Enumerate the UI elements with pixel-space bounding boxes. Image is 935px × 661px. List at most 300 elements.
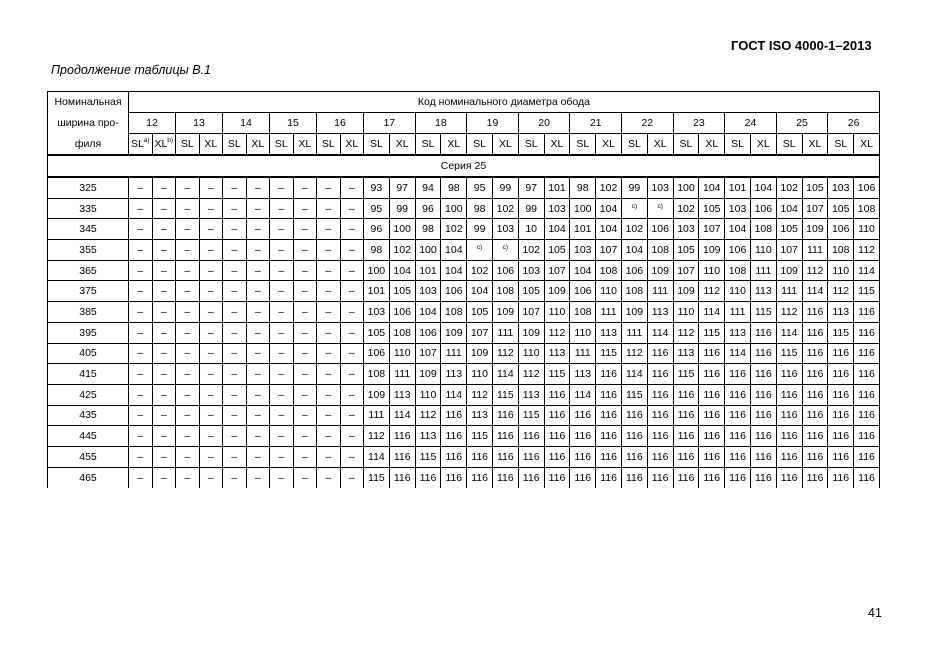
header-sub-17-xl: XL bbox=[389, 134, 415, 156]
header-sub-20-sl: SL bbox=[518, 134, 544, 156]
footnote-marker: c) bbox=[657, 202, 663, 210]
table-cell: 114 bbox=[776, 322, 802, 343]
table-cell: 112 bbox=[544, 322, 570, 343]
table-cell: 116 bbox=[828, 343, 854, 364]
table-cell: 115 bbox=[854, 281, 880, 302]
table-cell: 116 bbox=[776, 364, 802, 385]
table-cell: – bbox=[246, 198, 270, 219]
row-width-value: 465 bbox=[48, 467, 129, 488]
table-cell: – bbox=[246, 446, 270, 467]
table-cell: 116 bbox=[647, 364, 673, 385]
table-cell: 105 bbox=[828, 198, 854, 219]
table-cell: 116 bbox=[802, 322, 828, 343]
row-width-value: 455 bbox=[48, 446, 129, 467]
row-width-value: 345 bbox=[48, 219, 129, 240]
table-cell: 103 bbox=[725, 198, 751, 219]
table-cell: – bbox=[246, 405, 270, 426]
table-cell: 116 bbox=[544, 405, 570, 426]
table-cell: 116 bbox=[854, 322, 880, 343]
table-cell: 116 bbox=[492, 467, 518, 488]
table-cell: 102 bbox=[389, 240, 415, 261]
table-cell: – bbox=[317, 219, 341, 240]
table-cell: – bbox=[293, 426, 317, 447]
table-cell: 116 bbox=[492, 426, 518, 447]
table-cell: 107 bbox=[776, 240, 802, 261]
table-cell: 97 bbox=[518, 177, 544, 198]
table-cell: 99 bbox=[389, 198, 415, 219]
table-cell: 115 bbox=[518, 405, 544, 426]
table-cell: – bbox=[317, 426, 341, 447]
table-cell: – bbox=[270, 260, 294, 281]
table-row bbox=[48, 198, 880, 219]
table-cell: – bbox=[340, 302, 364, 323]
table-cell: – bbox=[223, 343, 247, 364]
table-cell: 109 bbox=[802, 219, 828, 240]
table-cell: 106 bbox=[389, 302, 415, 323]
table-cell: – bbox=[223, 364, 247, 385]
footnote-marker: c) bbox=[476, 243, 483, 251]
table-cell: – bbox=[129, 405, 153, 426]
table-cell: 116 bbox=[647, 384, 673, 405]
table-cell: 116 bbox=[596, 405, 622, 426]
table-cell: – bbox=[340, 281, 364, 302]
table-cell: – bbox=[246, 177, 270, 198]
table-cell: 105 bbox=[699, 198, 725, 219]
table-cell: 116 bbox=[802, 467, 828, 488]
table-cell: – bbox=[246, 364, 270, 385]
table-cell: 105 bbox=[364, 322, 390, 343]
table-cell: 101 bbox=[415, 260, 441, 281]
table-cell: 100 bbox=[364, 260, 390, 281]
table-cell: 113 bbox=[750, 281, 776, 302]
table-cell: 101 bbox=[725, 177, 751, 198]
header-nominal-width: Номинальная bbox=[48, 92, 129, 113]
table-cell: – bbox=[199, 343, 223, 364]
table-cell: 112 bbox=[364, 426, 390, 447]
table-cell: 116 bbox=[389, 426, 415, 447]
table-cell: 115 bbox=[492, 384, 518, 405]
table-cell: – bbox=[270, 343, 294, 364]
table-cell: 99 bbox=[621, 177, 647, 198]
table-cell: 106 bbox=[750, 198, 776, 219]
row-width-value: 325 bbox=[48, 177, 129, 198]
table-cell: 105 bbox=[389, 281, 415, 302]
header-code-16: 16 bbox=[317, 113, 364, 134]
table-cell: 113 bbox=[725, 322, 751, 343]
table-cell: 114 bbox=[441, 384, 467, 405]
table-cell: – bbox=[223, 177, 247, 198]
document-code: ГОСТ ISO 4000-1–2013 bbox=[731, 38, 872, 53]
table-cell: – bbox=[340, 446, 364, 467]
table-cell: – bbox=[246, 219, 270, 240]
table-cell: – bbox=[270, 219, 294, 240]
table-cell: 116 bbox=[725, 446, 751, 467]
table-cell: 93 bbox=[364, 177, 390, 198]
table-cell: 103 bbox=[828, 177, 854, 198]
table-cell: 116 bbox=[570, 446, 596, 467]
table-cell: 109 bbox=[647, 260, 673, 281]
table-cell: 111 bbox=[441, 343, 467, 364]
header-sub-14-sl: SL bbox=[223, 134, 247, 156]
header-sub-24-sl: SL bbox=[725, 134, 751, 156]
table-cell: – bbox=[340, 240, 364, 261]
table-cell: – bbox=[152, 405, 176, 426]
table-cell: 114 bbox=[492, 364, 518, 385]
table-cell: 116 bbox=[776, 384, 802, 405]
table-cell: – bbox=[176, 322, 200, 343]
header-sub-16-xl: XL bbox=[340, 134, 364, 156]
table-cell: – bbox=[317, 364, 341, 385]
table-cell: – bbox=[176, 177, 200, 198]
table-cell: – bbox=[152, 322, 176, 343]
table-cell: 116 bbox=[802, 343, 828, 364]
table-cell: – bbox=[223, 446, 247, 467]
header-sub-15-sl: SL bbox=[270, 134, 294, 156]
table-cell: 116 bbox=[441, 446, 467, 467]
row-width-value: 425 bbox=[48, 384, 129, 405]
table-cell: – bbox=[199, 322, 223, 343]
table-cell: 116 bbox=[776, 405, 802, 426]
table-cell: 105 bbox=[467, 302, 493, 323]
table-cell: 108 bbox=[441, 302, 467, 323]
table-cell: 96 bbox=[364, 219, 390, 240]
table-cell: 110 bbox=[673, 302, 699, 323]
table-cell: – bbox=[293, 219, 317, 240]
table-cell: 116 bbox=[828, 405, 854, 426]
table-cell: 116 bbox=[750, 405, 776, 426]
table-cell: – bbox=[152, 364, 176, 385]
table-cell bbox=[467, 240, 493, 261]
table-cell: 106 bbox=[621, 260, 647, 281]
table-cell: 116 bbox=[854, 405, 880, 426]
table-cell: 101 bbox=[544, 177, 570, 198]
table-cell: 102 bbox=[467, 260, 493, 281]
table-cell: 110 bbox=[854, 219, 880, 240]
table-cell: 113 bbox=[673, 343, 699, 364]
table-cell: 101 bbox=[570, 219, 596, 240]
table-cell: 105 bbox=[776, 219, 802, 240]
table-cell: – bbox=[199, 240, 223, 261]
header-sub-26-xl: XL bbox=[854, 134, 880, 156]
table-cell: 116 bbox=[750, 467, 776, 488]
table-cell: 114 bbox=[364, 446, 390, 467]
table-cell: 100 bbox=[570, 198, 596, 219]
table-cell: 102 bbox=[673, 198, 699, 219]
page-number: 41 bbox=[868, 606, 882, 620]
table-cell: 116 bbox=[389, 446, 415, 467]
header-code-21: 21 bbox=[570, 113, 622, 134]
table-cell: 116 bbox=[596, 446, 622, 467]
table-cell: 104 bbox=[699, 177, 725, 198]
table-cell: 103 bbox=[673, 219, 699, 240]
table-cell: 116 bbox=[854, 343, 880, 364]
table-cell: 116 bbox=[596, 467, 622, 488]
table-cell: 109 bbox=[415, 364, 441, 385]
table-cell: – bbox=[293, 198, 317, 219]
table-cell: 116 bbox=[544, 384, 570, 405]
table-cell: – bbox=[199, 364, 223, 385]
table-row bbox=[48, 240, 880, 261]
table-cell: 110 bbox=[544, 302, 570, 323]
table-cell bbox=[621, 198, 647, 219]
table-cell: 116 bbox=[492, 405, 518, 426]
table-cell: 116 bbox=[467, 446, 493, 467]
table-cell: 116 bbox=[673, 405, 699, 426]
row-width-value: 415 bbox=[48, 364, 129, 385]
table-cell: – bbox=[152, 446, 176, 467]
table-cell: – bbox=[340, 405, 364, 426]
header-row-2 bbox=[48, 113, 880, 134]
table-cell: 116 bbox=[673, 446, 699, 467]
table-cell: – bbox=[340, 177, 364, 198]
table-cell: 116 bbox=[467, 467, 493, 488]
table-cell: – bbox=[176, 384, 200, 405]
table-cell: 96 bbox=[415, 198, 441, 219]
table-cell: 111 bbox=[802, 240, 828, 261]
table-cell: 104 bbox=[467, 281, 493, 302]
table-cell: – bbox=[270, 426, 294, 447]
table-cell: 114 bbox=[699, 302, 725, 323]
table-cell: 116 bbox=[621, 426, 647, 447]
table-cell: – bbox=[270, 322, 294, 343]
table-cell: – bbox=[317, 177, 341, 198]
table-cell: 115 bbox=[673, 364, 699, 385]
series-label: Серия 25 bbox=[48, 155, 880, 177]
table-cell: 116 bbox=[776, 426, 802, 447]
table-cell: 109 bbox=[621, 302, 647, 323]
table-cell: – bbox=[176, 343, 200, 364]
table-cell: 116 bbox=[647, 467, 673, 488]
header-sub-21-xl: XL bbox=[596, 134, 622, 156]
table-cell: – bbox=[317, 198, 341, 219]
table-cell: 106 bbox=[725, 240, 751, 261]
table-cell: 116 bbox=[673, 426, 699, 447]
table-cell: 116 bbox=[621, 405, 647, 426]
table-cell: 104 bbox=[596, 198, 622, 219]
table-cell: – bbox=[176, 446, 200, 467]
table-cell: 116 bbox=[518, 426, 544, 447]
table-cell: – bbox=[293, 446, 317, 467]
table-row bbox=[48, 322, 880, 343]
table-cell: – bbox=[199, 281, 223, 302]
table-cell: – bbox=[293, 405, 317, 426]
table-cell: 10 bbox=[518, 219, 544, 240]
header-sub-12-sl bbox=[129, 134, 153, 156]
table-cell: 115 bbox=[364, 467, 390, 488]
table-cell: 115 bbox=[750, 302, 776, 323]
table-cell: – bbox=[152, 198, 176, 219]
table-cell: – bbox=[293, 281, 317, 302]
table-cell: 116 bbox=[854, 467, 880, 488]
table-cell: – bbox=[129, 446, 153, 467]
table-cell: – bbox=[340, 343, 364, 364]
footnote-marker: c) bbox=[631, 202, 638, 210]
table-cell: 98 bbox=[364, 240, 390, 261]
table-cell bbox=[492, 240, 518, 261]
table-cell: 109 bbox=[441, 322, 467, 343]
table-cell: 116 bbox=[699, 405, 725, 426]
table-cell: – bbox=[270, 405, 294, 426]
table-cell: 112 bbox=[415, 405, 441, 426]
row-width-value: 355 bbox=[48, 240, 129, 261]
table-cell: 113 bbox=[415, 426, 441, 447]
table-cell: 111 bbox=[750, 260, 776, 281]
table-cell: – bbox=[270, 240, 294, 261]
table-cell: 108 bbox=[750, 219, 776, 240]
table-cell: 116 bbox=[699, 467, 725, 488]
table-cell: 100 bbox=[415, 240, 441, 261]
table-cell: 105 bbox=[802, 177, 828, 198]
table-cell: 116 bbox=[492, 446, 518, 467]
header-code-23: 23 bbox=[673, 113, 725, 134]
table-cell: – bbox=[223, 467, 247, 488]
table-cell: 99 bbox=[518, 198, 544, 219]
table-cell: 111 bbox=[364, 405, 390, 426]
table-cell: – bbox=[293, 302, 317, 323]
table-cell: – bbox=[340, 322, 364, 343]
table-cell: 116 bbox=[750, 364, 776, 385]
table-cell: 116 bbox=[828, 426, 854, 447]
table-cell: 97 bbox=[389, 177, 415, 198]
table-cell: – bbox=[246, 384, 270, 405]
table-cell: – bbox=[129, 281, 153, 302]
table-cell: – bbox=[129, 343, 153, 364]
table-cell: 107 bbox=[467, 322, 493, 343]
table-cell: 104 bbox=[415, 302, 441, 323]
table-cell: 104 bbox=[441, 260, 467, 281]
table-cell: – bbox=[223, 426, 247, 447]
table-cell: – bbox=[223, 384, 247, 405]
table-cell: 116 bbox=[750, 343, 776, 364]
table-cell: 107 bbox=[544, 260, 570, 281]
row-width-value: 375 bbox=[48, 281, 129, 302]
table-cell: – bbox=[129, 177, 153, 198]
table-cell: 112 bbox=[673, 322, 699, 343]
table-cell: 113 bbox=[596, 322, 622, 343]
table-cell: – bbox=[152, 177, 176, 198]
series-row bbox=[48, 155, 880, 177]
table-row bbox=[48, 343, 880, 364]
table-row bbox=[48, 405, 880, 426]
table-cell: 116 bbox=[647, 405, 673, 426]
table-cell: – bbox=[317, 467, 341, 488]
table-cell: – bbox=[317, 343, 341, 364]
table-cell: 109 bbox=[492, 302, 518, 323]
header-row-3 bbox=[48, 134, 880, 156]
table-cell: 98 bbox=[415, 219, 441, 240]
header-sub-25-xl: XL bbox=[802, 134, 828, 156]
table-cell: 107 bbox=[518, 302, 544, 323]
sub-label: SL bbox=[130, 138, 144, 150]
sub-label: XL bbox=[154, 138, 168, 150]
table-cell: 116 bbox=[802, 364, 828, 385]
table-cell: 102 bbox=[518, 240, 544, 261]
table-cell: 115 bbox=[776, 343, 802, 364]
table-cell: 94 bbox=[415, 177, 441, 198]
table-cell: 106 bbox=[570, 281, 596, 302]
footnote-marker: a) bbox=[143, 137, 150, 144]
table-row bbox=[48, 426, 880, 447]
table-cell: 116 bbox=[544, 446, 570, 467]
table-cell: – bbox=[152, 302, 176, 323]
table-cell: 104 bbox=[389, 260, 415, 281]
table-cell: 115 bbox=[621, 384, 647, 405]
table-cell: 103 bbox=[415, 281, 441, 302]
table-cell: 116 bbox=[570, 405, 596, 426]
table-cell: – bbox=[199, 219, 223, 240]
header-sub-13-sl: SL bbox=[176, 134, 200, 156]
table-cell: 115 bbox=[699, 322, 725, 343]
table-cell: 116 bbox=[828, 467, 854, 488]
table-cell: 103 bbox=[544, 198, 570, 219]
table-cell: 116 bbox=[776, 467, 802, 488]
table-cell: 103 bbox=[364, 302, 390, 323]
table-cell: 107 bbox=[699, 219, 725, 240]
table-cell: 116 bbox=[802, 426, 828, 447]
table-cell: – bbox=[129, 198, 153, 219]
table-cell: – bbox=[129, 240, 153, 261]
table-cell: – bbox=[293, 384, 317, 405]
table-cell: 116 bbox=[699, 364, 725, 385]
header-nominal-width-line2: ширина про- bbox=[48, 113, 129, 134]
table-cell: – bbox=[176, 467, 200, 488]
footnote-marker: c) bbox=[502, 243, 509, 251]
table-cell: 116 bbox=[854, 302, 880, 323]
table-cell: 116 bbox=[802, 384, 828, 405]
header-code-18: 18 bbox=[415, 113, 467, 134]
table-cell: 109 bbox=[467, 343, 493, 364]
table-cell: – bbox=[129, 426, 153, 447]
table-cell: 111 bbox=[492, 322, 518, 343]
table-row bbox=[48, 219, 880, 240]
table-cell: – bbox=[223, 405, 247, 426]
table-cell: 108 bbox=[596, 260, 622, 281]
table-cell: 99 bbox=[467, 219, 493, 240]
table-cell: – bbox=[246, 426, 270, 447]
table-cell: 114 bbox=[725, 343, 751, 364]
table-cell: 114 bbox=[647, 322, 673, 343]
table-cell: 107 bbox=[596, 240, 622, 261]
table-cell: 108 bbox=[570, 302, 596, 323]
table-cell: 114 bbox=[389, 405, 415, 426]
table-cell: – bbox=[317, 260, 341, 281]
table-cell: 111 bbox=[725, 302, 751, 323]
table-cell: 95 bbox=[467, 177, 493, 198]
table-cell: 108 bbox=[725, 260, 751, 281]
table-cell: 116 bbox=[596, 426, 622, 447]
table-cell: – bbox=[340, 384, 364, 405]
table-row bbox=[48, 446, 880, 467]
table-cell: – bbox=[152, 240, 176, 261]
table-cell: – bbox=[246, 343, 270, 364]
table-cell: – bbox=[246, 281, 270, 302]
table-cell: 109 bbox=[544, 281, 570, 302]
table-cell: 108 bbox=[828, 240, 854, 261]
table-cell: 102 bbox=[776, 177, 802, 198]
table-cell: 116 bbox=[725, 405, 751, 426]
table-cell: 113 bbox=[828, 302, 854, 323]
table-cell: 115 bbox=[415, 446, 441, 467]
table-cell: – bbox=[223, 322, 247, 343]
table-cell: 113 bbox=[647, 302, 673, 323]
table-cell: 116 bbox=[828, 364, 854, 385]
table-cell: – bbox=[270, 177, 294, 198]
table-cell: 116 bbox=[441, 467, 467, 488]
table-cell: – bbox=[152, 384, 176, 405]
header-row-1 bbox=[48, 92, 880, 113]
header-sub-26-sl: SL bbox=[828, 134, 854, 156]
table-cell: 103 bbox=[570, 240, 596, 261]
